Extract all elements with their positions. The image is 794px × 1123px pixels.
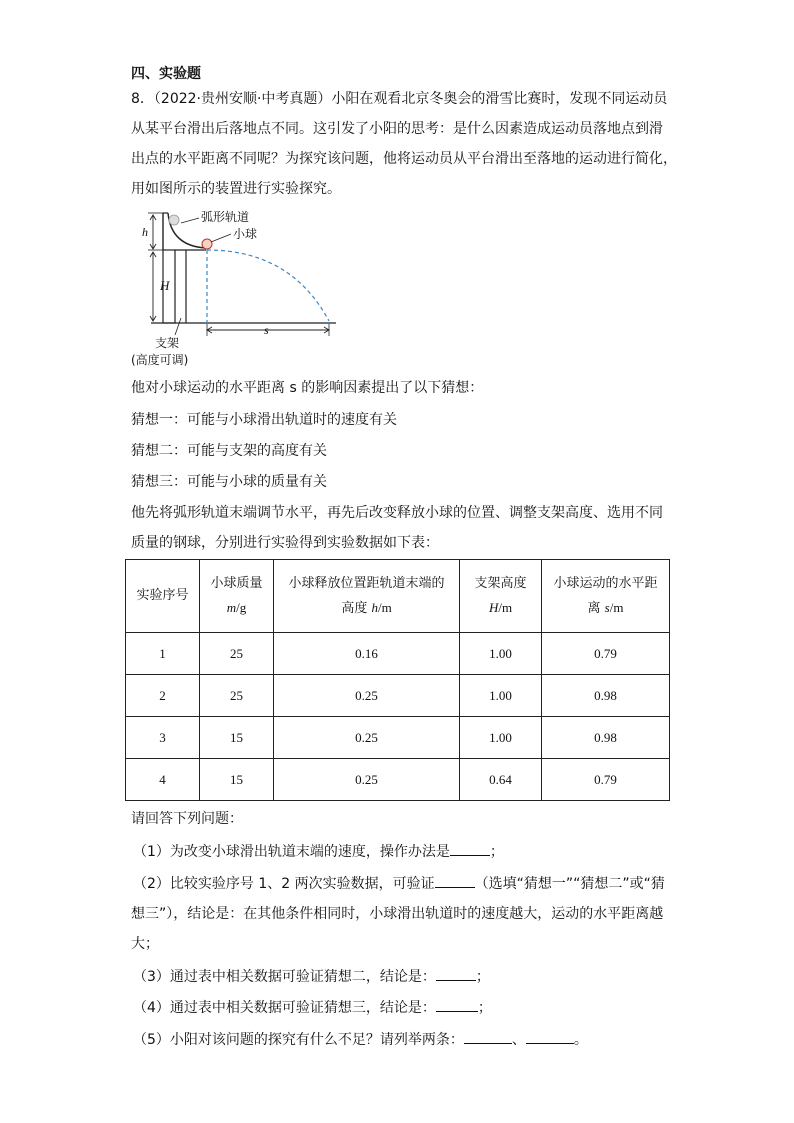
guess-intro: 他对小球运动的水平距离 s 的影响因素提出了以下猜想： [131, 380, 484, 396]
guess-2: 猜想二：可能与支架的高度有关 [131, 443, 327, 459]
header-horizontal-distance: 小球运动的水平距 离 s/m [542, 560, 670, 633]
question-2-line-1: （2）比较实验序号 1、2 两次实验数据，可验证 （选填“猜想一”“猜想二”或“猜 [133, 873, 665, 894]
section-title: 四、实验题 [131, 66, 201, 82]
experiment-data-table [125, 559, 670, 801]
question-intro-line-3: 出点的水平距离不同呢？为探究该问题，他将运动员从平台滑出至落地的运动进行简化， [131, 151, 677, 167]
table-row: 3 15 0.25 1.00 0.98 [126, 717, 670, 759]
header-release-height: 小球释放位置距轨道末端的 高度 h/m [274, 560, 460, 633]
header-trial-number: 实验序号 [126, 560, 200, 633]
ball-end-icon [202, 239, 212, 249]
table-header-row [126, 560, 670, 633]
answer-blank-5b[interactable] [526, 1029, 574, 1044]
table-row: 2 25 0.25 1.00 0.98 [126, 675, 670, 717]
guess-1: 猜想一：可能与小球滑出轨道时的速度有关 [131, 412, 397, 428]
track-label: 弧形轨道 [201, 210, 250, 224]
ball-start-icon [169, 215, 179, 225]
question-3: （3）通过表中相关数据可验证猜想二，结论是： ； [133, 966, 490, 987]
h-label: h [142, 225, 148, 239]
s-label: s [264, 323, 269, 337]
table-row: 4 15 0.25 0.64 0.79 [126, 759, 670, 801]
table-row: 1 25 0.16 1.00 0.79 [126, 633, 670, 675]
H-label: H [160, 278, 170, 293]
adjustable-label: (高度可调) [131, 353, 189, 367]
answer-prompt: 请回答下列问题： [131, 811, 243, 827]
header-ball-mass: 小球质量 m/g [200, 560, 274, 633]
question-5: （5）小阳对该问题的探究有什么不足？请列举两条： 、 。 [133, 1029, 588, 1050]
question-2-line-2: 想三”），结论是：在其他条件相同时，小球滑出轨道时的速度越大，运动的水平距离越 [131, 906, 664, 922]
stand-label: 支架 [155, 336, 180, 350]
answer-blank-1[interactable] [450, 841, 490, 856]
question-1: （1）为改变小球滑出轨道末端的速度，操作办法是 ； [133, 841, 504, 862]
apparatus-diagram [131, 208, 351, 368]
question-2-line-3: 大； [131, 936, 159, 952]
procedure-line-1: 他先将弧形轨道末端调节水平，再先后改变释放小球的位置、调整支架高度、选用不同 [131, 505, 663, 521]
question-intro-line-1: 8．（2022·贵州安顺·中考真题）小阳在观看北京冬奥会的滑雪比赛时，发现不同运动员 [131, 91, 668, 107]
procedure-line-2: 质量的钢球，分别进行实验得到实验数据如下表： [131, 535, 439, 551]
guess-3: 猜想三：可能与小球的质量有关 [131, 474, 327, 490]
answer-blank-2[interactable] [435, 873, 475, 888]
header-stand-height: 支架高度 H/m [460, 560, 542, 633]
question-4: （4）通过表中相关数据可验证猜想三，结论是： ； [133, 997, 492, 1018]
answer-blank-4[interactable] [436, 997, 478, 1012]
question-intro-line-2: 从某平台滑出后落地点不同。这引发了小阳的思考：是什么因素造成运动员落地点到滑 [131, 121, 663, 137]
ball-label: 小球 [233, 227, 258, 241]
trajectory-curve [207, 250, 329, 321]
answer-blank-3[interactable] [436, 966, 476, 981]
question-intro-line-4: 用如图所示的装置进行实验探究。 [131, 181, 341, 197]
answer-blank-5a[interactable] [464, 1029, 512, 1044]
